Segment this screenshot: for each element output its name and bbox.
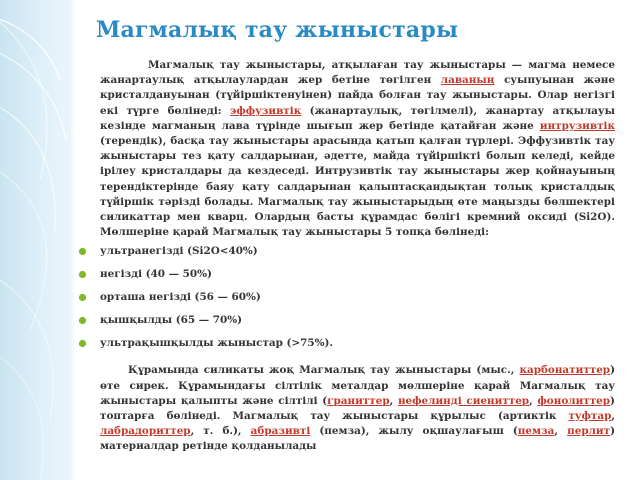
- text-segment: ) өте сирек. Құрамындағы сілтілік металдар мөлшеріне қарай Магмалық тау жыныстары қалыпты және сілтілі (: [100, 364, 615, 407]
- bullet-item: [100, 313, 615, 336]
- bullet-text: ультранегізді (Si2O<40%): [100, 245, 258, 258]
- text-segment: , т. б.),: [190, 425, 251, 438]
- paragraph-intro: [100, 58, 615, 240]
- text-segment: суыпуынан және кристалдануынан (түйіршіктенуінен) пайда болған тау жыныстары. Олар негізгі екі түрге бөлінеді:: [100, 74, 615, 117]
- paragraph-composition: [100, 363, 615, 454]
- link-фонолиттер[interactable]: фонолиттер: [537, 394, 611, 407]
- link-граниттер[interactable]: граниттер: [327, 394, 390, 407]
- link-лабрадориттер[interactable]: лабрадориттер: [100, 425, 191, 438]
- text-segment: (пемза), жылу оқшаулағыш (: [310, 425, 518, 438]
- bullet-dot-icon: [78, 316, 87, 325]
- side-band-edge: [71, 0, 74, 480]
- bullet-item: [100, 244, 615, 267]
- link-лаваның[interactable]: лаваның: [440, 74, 495, 87]
- slide-title: Магмалық тау жыныстары: [96, 17, 459, 43]
- text-segment: Құрамында силикаты жоқ Магмалық тау жыныстары (мыс.,: [128, 364, 520, 377]
- text-segment: ,: [389, 394, 398, 407]
- text-segment: ,: [554, 425, 568, 438]
- bullet-dot-icon: [78, 339, 87, 348]
- rock-groups-list: [100, 244, 615, 359]
- link-нефелинді-сиениттер[interactable]: нефелинді сиениттер: [397, 394, 530, 407]
- bullet-text: ультрақышқылды жыныстар (>75%).: [100, 337, 334, 350]
- text-segment: ) топтарға бөлінеді. Магмалық тау жыныстары құрылыс (артиктік: [100, 394, 615, 423]
- slide-content: [100, 58, 615, 455]
- link-абразивті[interactable]: абразивті: [250, 425, 311, 438]
- link-пемза[interactable]: пемза: [517, 425, 555, 438]
- text-segment: (жанартаулық, төгілмелі), жанартау атқылауы кезінде магманың лава түрінде шығып жер бетінде қатайған және: [100, 104, 615, 132]
- bullet-text: негізді (40 — 50%): [100, 268, 212, 281]
- bullet-text: орташа негізді (56 — 60%): [100, 291, 261, 304]
- bullet-text: қышқылды (65 — 70%): [100, 314, 242, 327]
- text-segment: ,: [611, 410, 615, 423]
- bullet-dot-icon: [78, 293, 87, 302]
- text-segment: ,: [529, 394, 538, 407]
- link-интрузивтік[interactable]: интрузивтік: [539, 119, 615, 132]
- decorative-curves-graphic: [0, 0, 71, 480]
- link-эффузивтік[interactable]: эффузивтік: [230, 104, 302, 117]
- bullet-item: [100, 336, 615, 359]
- text-segment: ) материалдар ретінде қолданылады: [100, 425, 615, 453]
- link-туфтар[interactable]: туфтар: [568, 410, 612, 423]
- bullet-dot-icon: [78, 247, 87, 256]
- bullet-dot-icon: [78, 270, 87, 279]
- link-перлит[interactable]: перлит: [567, 425, 611, 438]
- bullet-item: [100, 290, 615, 313]
- bullet-item: [100, 267, 615, 290]
- link-карбонатиттер[interactable]: карбонатиттер: [519, 364, 611, 377]
- text-segment: (терендік), басқа тау жыныстары арасында қатып қалған түрлері. Эффузивтік тау жыныстары тез қату салдарынан, әдетте, майда түйіршікті болып келеді, кейде ірілеу кристалдары да кездеседі. Интрузивтік тау жыныстары жер қойнауының терендіктерінде баяу қату салдарынан қалыптасқандықтан толық кристалдық түйіршік тәрізді болады. Магмалық тау жыныстарыдың өте маңызды бөлшектері силикаттар мен кварц. Олардың басты құрамдас бөлігі кремний оксиді (Si2O). Мөлшеріне қарай Магмалық тау жыныстары 5 топқа бөлінеді:: [100, 135, 615, 239]
- decorative-side-band: [0, 0, 71, 480]
- text-segment: Магмалық тау жыныстары, атқылаған тау жыныстары — магма немесе жанартаулық атқылаулардан жер бетіне төгілген: [100, 59, 615, 87]
